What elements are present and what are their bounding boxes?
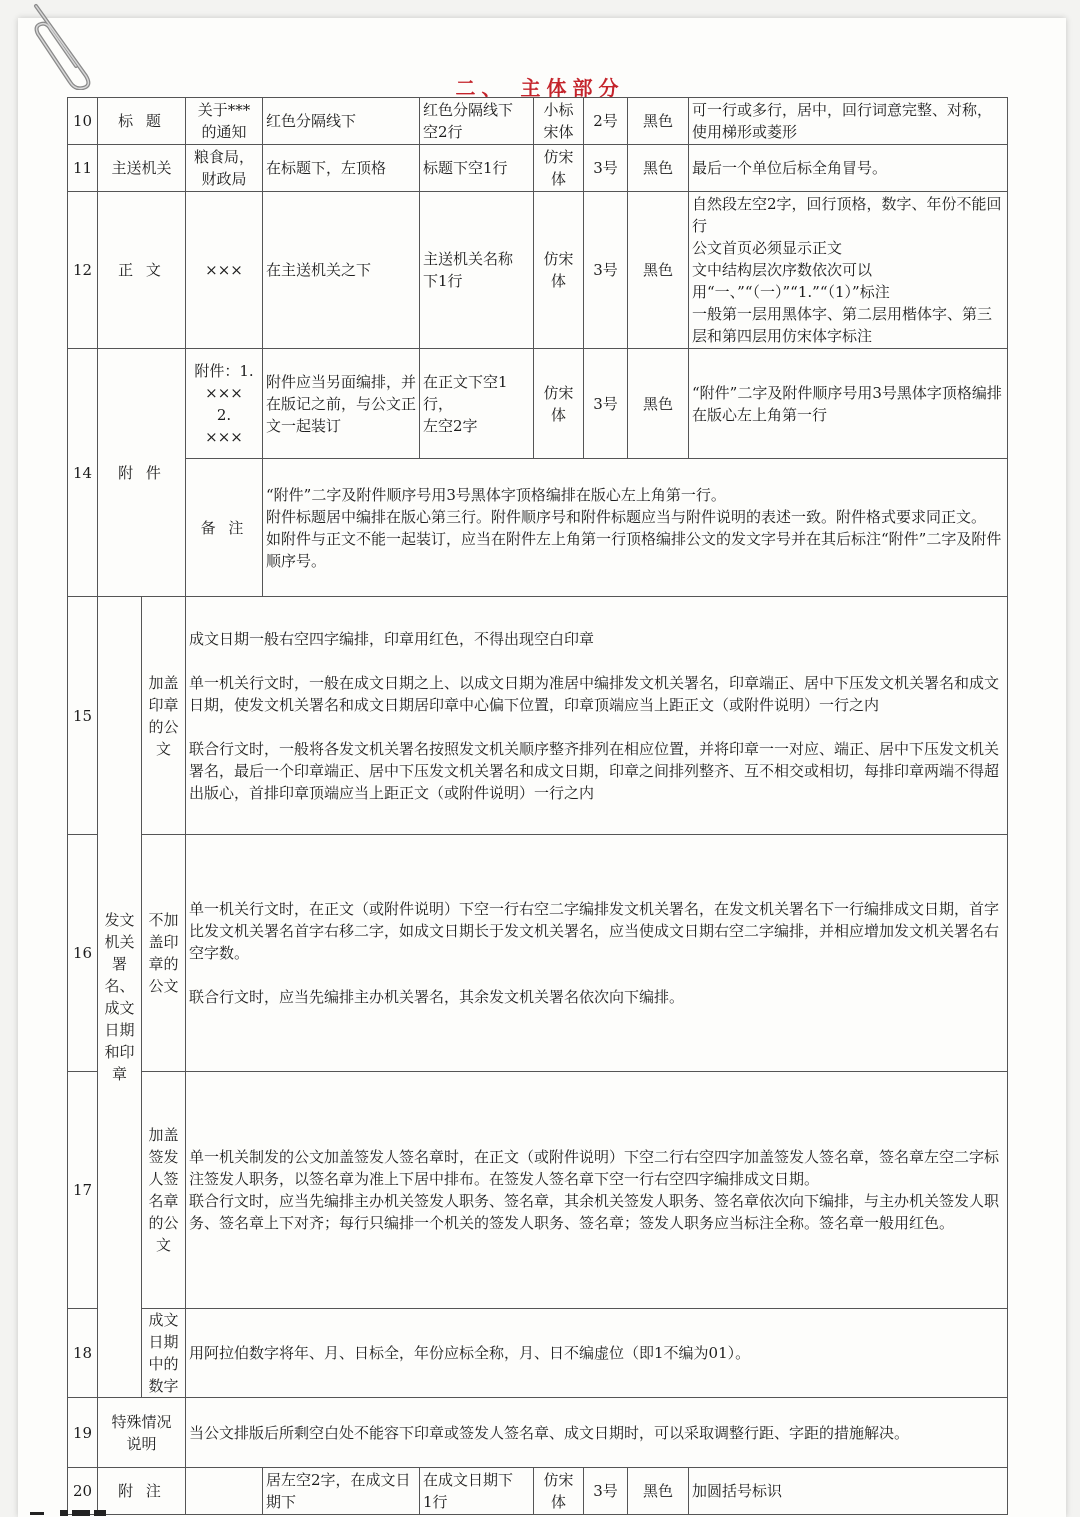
content-cell	[186, 597, 1008, 835]
table-row	[68, 835, 1008, 1072]
paragraph: 成文日期一般右空四字编排，印章用红色，不得出现空白印章	[189, 629, 595, 648]
spacing-cell: 红色分隔线下 空2行	[420, 98, 534, 145]
paragraph: 单一机关制发的公文加盖签发人签名章时，在正文（或附件说明）下空二行右空四字加盖签发人签名章，签名章左空二字标注签发人职务，以签名章为准上下居中排布。在签发人签名章下空一行右空四字编排成文日期。	[189, 1148, 1000, 1188]
content-cell	[186, 835, 1008, 1072]
note-cell: 可一行或多行，居中，回行词意完整、对称，使用梯形或菱形	[689, 98, 1008, 145]
item-name: 主送机关	[98, 145, 186, 192]
table-row	[68, 145, 1008, 192]
table-row	[68, 192, 1008, 349]
sub-item-name: 成文日期中的数字	[142, 1309, 186, 1398]
row-number: 10	[68, 98, 98, 145]
spacing-cell: 在成文日期下 1行	[420, 1468, 534, 1515]
note-cell: “附件”二字及附件顺序号用3号黑体字顶格编排在版心左上角第一行	[689, 349, 1008, 459]
remark-label: 备 注	[186, 459, 263, 597]
paragraph: 联合行文时，应当先编排主办机关署名，其余发文机关署名依次向下编排。	[189, 988, 685, 1006]
item-name: 附 件	[98, 349, 186, 597]
table-row	[68, 597, 1008, 835]
group-label: 发文机关署名、成文日期和印章	[98, 597, 142, 1398]
size-cell: 3号	[584, 349, 628, 459]
color-cell: 黑色	[628, 145, 689, 192]
format-table	[67, 97, 1008, 1515]
color-cell: 黑色	[628, 349, 689, 459]
table-row	[68, 98, 1008, 145]
example-cell: 附件：1. ××× 2. ×××	[186, 349, 263, 459]
example-cell: ×××	[186, 192, 263, 349]
content-cell	[186, 1072, 1008, 1309]
note-cell: 加圆括号标识	[689, 1468, 1008, 1515]
position-cell: 红色分隔线下	[263, 98, 420, 145]
size-cell: 3号	[584, 1468, 628, 1515]
paragraph: 联合行文时，应当先编排主办机关签发人职务、签名章，其余机关签发人职务、签名章依次向下编排，与主办机关签发人职务、签名章上下对齐；每行只编排一个机关的签发人职务、签名章；签发人职务应当标注全称。签名章一般用红色。	[189, 1192, 1000, 1232]
position-cell: 在标题下，左顶格	[263, 145, 420, 192]
position-cell: 在主送机关之下	[263, 192, 420, 349]
spacing-cell: 主送机关名称 下1行	[420, 192, 534, 349]
item-name: 正 文	[98, 192, 186, 349]
table-row	[68, 1309, 1008, 1398]
row-number: 20	[68, 1468, 98, 1515]
section-title: 二、 主体部分	[455, 76, 625, 100]
font-cell: 小标 宋体	[534, 98, 584, 145]
example-cell: 粮食局， 财政局	[186, 145, 263, 192]
table-row	[68, 1398, 1008, 1468]
row-number: 18	[68, 1309, 98, 1398]
row-number: 14	[68, 349, 98, 597]
remark-cell: “附件”二字及附件顺序号用3号黑体字顶格编排在版心左上角第一行。 附件标题居中编排在版心第三行。附件顺序号和附件标题应当与附件说明的表述一致。附件格式要求同正文。 如附件与正文不能一起装订，应当在附件左上角第一行顶格编排公文的发文字号并在其后标注“附件”二字及附件顺序号。	[263, 459, 1008, 597]
sub-item-name: 加盖印章的公文	[142, 597, 186, 835]
sub-item-name: 不加盖印章的公文	[142, 835, 186, 1072]
note-cell: 最后一个单位后标全角冒号。	[689, 145, 1008, 192]
sub-item-name: 加盖签发人签名章的公文	[142, 1072, 186, 1309]
paragraph: 单一机关行文时，在正文（或附件说明）下空一行右空二字编排发文机关署名，在发文机关署名下一行编排成文日期，首字比发文机关署名首字右移二字，如成文日期长于发文机关署名，应当使成文日期右空二字编排，并相应增加发文机关署名右空字数。	[189, 900, 1000, 962]
example-cell: 关于*** 的通知	[186, 98, 263, 145]
spacing-cell: 在正文下空1 行， 左空2字	[420, 349, 534, 459]
row-number: 16	[68, 835, 98, 1072]
spacing-cell: 标题下空1行	[420, 145, 534, 192]
color-cell: 黑色	[628, 192, 689, 349]
item-name: 标 题	[98, 98, 186, 145]
row-number: 17	[68, 1072, 98, 1309]
example-cell	[186, 1468, 263, 1515]
note-cell: 自然段左空2字，回行顶格，数字、年份不能回行 公文首页必须显示正文 文中结构层次序数依次可以用“一、”“（一）”“1.”“（1）”标注 一般第一层用黑体字、第二层用楷体字、第三层和第四层用仿宋体字标注	[689, 192, 1008, 349]
paragraph: 联合行文时，一般将各发文机关署名按照发文机关顺序整齐排列在相应位置，并将印章一一对应、端正、居中下压发文机关署名，最后一个印章端正、居中下压发文机关署名和成文日期，印章之间排列整齐、互不相交或相切，每排印章两端不得超出版心，首排印章顶端应当上距正文（或附件说明）一行之内	[189, 739, 1000, 802]
content-cell: 当公文排版后所剩空白处不能容下印章或签发人签名章、成文日期时，可以采取调整行距、字距的措施解决。	[186, 1398, 1008, 1468]
table-row	[68, 349, 1008, 459]
row-number: 11	[68, 145, 98, 192]
content-cell: 用阿拉伯数字将年、月、日标全，年份应标全称，月、日不编虚位（即1不编为01）。	[186, 1309, 1008, 1398]
font-cell: 仿宋 体	[534, 1468, 584, 1515]
table-row	[68, 459, 1008, 597]
color-cell: 黑色	[628, 1468, 689, 1515]
row-number: 12	[68, 192, 98, 349]
position-cell: 居左空2字，在成文日期下	[263, 1468, 420, 1515]
row-number: 15	[68, 597, 98, 835]
font-cell: 仿宋 体	[534, 349, 584, 459]
size-cell: 2号	[584, 98, 628, 145]
font-cell: 仿宋 体	[534, 192, 584, 349]
table-row	[68, 1468, 1008, 1515]
paragraph: 单一机关行文时，一般在成文日期之上、以成文日期为准居中编排发文机关署名，印章端正、居中下压发文机关署名和成文日期，使发文机关署名和成文日期居印章中心偏下位置，印章顶端应当上距正文（或附件说明）一行之内	[189, 673, 1000, 714]
position-cell: 附件应当另面编排，并在版记之前，与公文正文一起装订	[263, 349, 420, 459]
size-cell: 3号	[584, 145, 628, 192]
font-cell: 仿宋 体	[534, 145, 584, 192]
color-cell: 黑色	[628, 98, 689, 145]
size-cell: 3号	[584, 192, 628, 349]
item-name: 特殊情况 说明	[98, 1398, 186, 1468]
cut-off-text-fragment	[30, 1508, 140, 1517]
table-row	[68, 1072, 1008, 1309]
row-number: 19	[68, 1398, 98, 1468]
item-name: 附 注	[98, 1468, 186, 1515]
